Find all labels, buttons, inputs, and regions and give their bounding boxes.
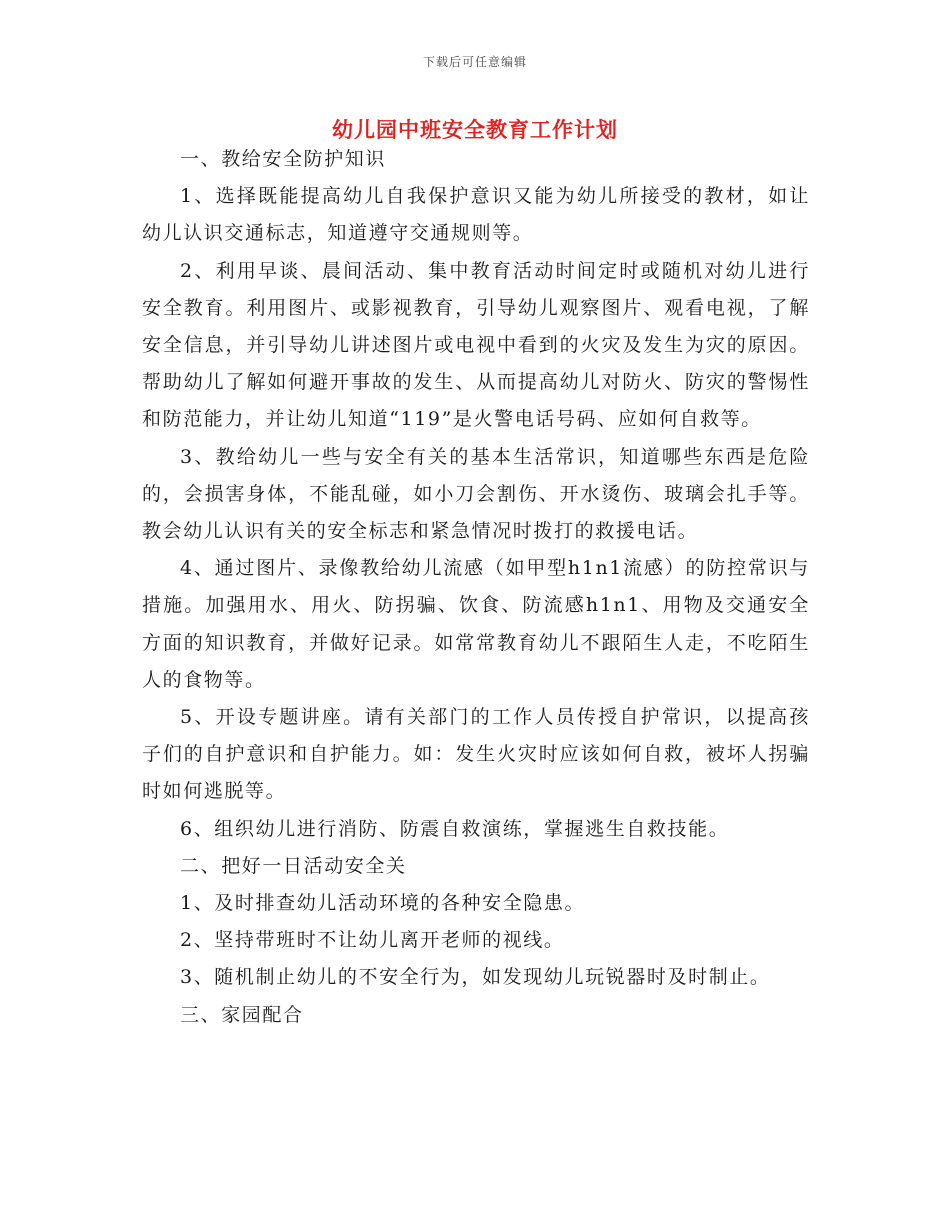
document-body: [142, 141, 810, 1034]
section-heading-1: 一、教给安全防护知识: [180, 148, 387, 170]
paragraph-2-2: 2、坚持带班时不让幼儿离开老师的视线。: [180, 929, 565, 952]
paragraph-1-6: 6、组织幼儿进行消防、防震自救演练，掌握逃生自救技能。: [180, 817, 730, 840]
document-title: 幼儿园中班安全教育工作计划: [332, 117, 618, 142]
section-heading-2: 二、把好一日活动安全关: [180, 854, 407, 877]
paragraph-2-3: 3、随机制止幼儿的不安全行为，如发现幼儿玩锐器时及时制止。: [180, 966, 771, 989]
paragraph-1-5: 5、开设专题讲座。请有关部门的工作人员传授自护常识，以提高孩子们的自护意识和自护能力。如：发生火灾时应该如何自救，被坏人拐骗时如何逃脱等。: [142, 706, 810, 803]
paragraph-1-1: 1、选择既能提高幼儿自我保护意识又能为幼儿所接受的教材，如让幼儿认识交通标志，知道遵守交通规则等。: [142, 185, 810, 245]
paragraph-1-4: 4、通过图片、录像教给幼儿流感（如甲型h1n1流感）的防控常识与措施。加强用水、用火、防拐骗、饮食、防流感h1n1、用物及交通安全方面的知识教育，并做好记录。如常常教育幼儿不跟陌生人走，不吃陌生人的食物等。: [142, 557, 810, 691]
paragraph-1-2: 2、利用早谈、晨间活动、集中教育活动时间定时或随机对幼儿进行安全教育。利用图片、或影视教育，引导幼儿观察图片、观看电视，了解安全信息，并引导幼儿讲述图片或电视中看到的火灾及发生为灾的原因。帮助幼儿了解如何避开事故的发生、从而提高幼儿对防火、防灾的警惕性和防范能力，并让幼儿知道“119”是火警电话号码、应如何自救等。: [142, 259, 810, 431]
header-note: 下载后可任意编辑: [422, 55, 527, 69]
section-heading-3: 三、家园配合: [180, 1003, 304, 1026]
paragraph-1-3: 3、教给幼儿一些与安全有关的基本生活常识，知道哪些东西是危险的，会损害身体，不能乱碰，如小刀会割伤、开水烫伤、玻璃会扎手等。教会幼儿认识有关的安全标志和紧急情况时拨打的救援电话。: [142, 445, 810, 543]
paragraph-2-1: 1、及时排查幼儿活动环境的各种安全隐患。: [180, 892, 586, 915]
